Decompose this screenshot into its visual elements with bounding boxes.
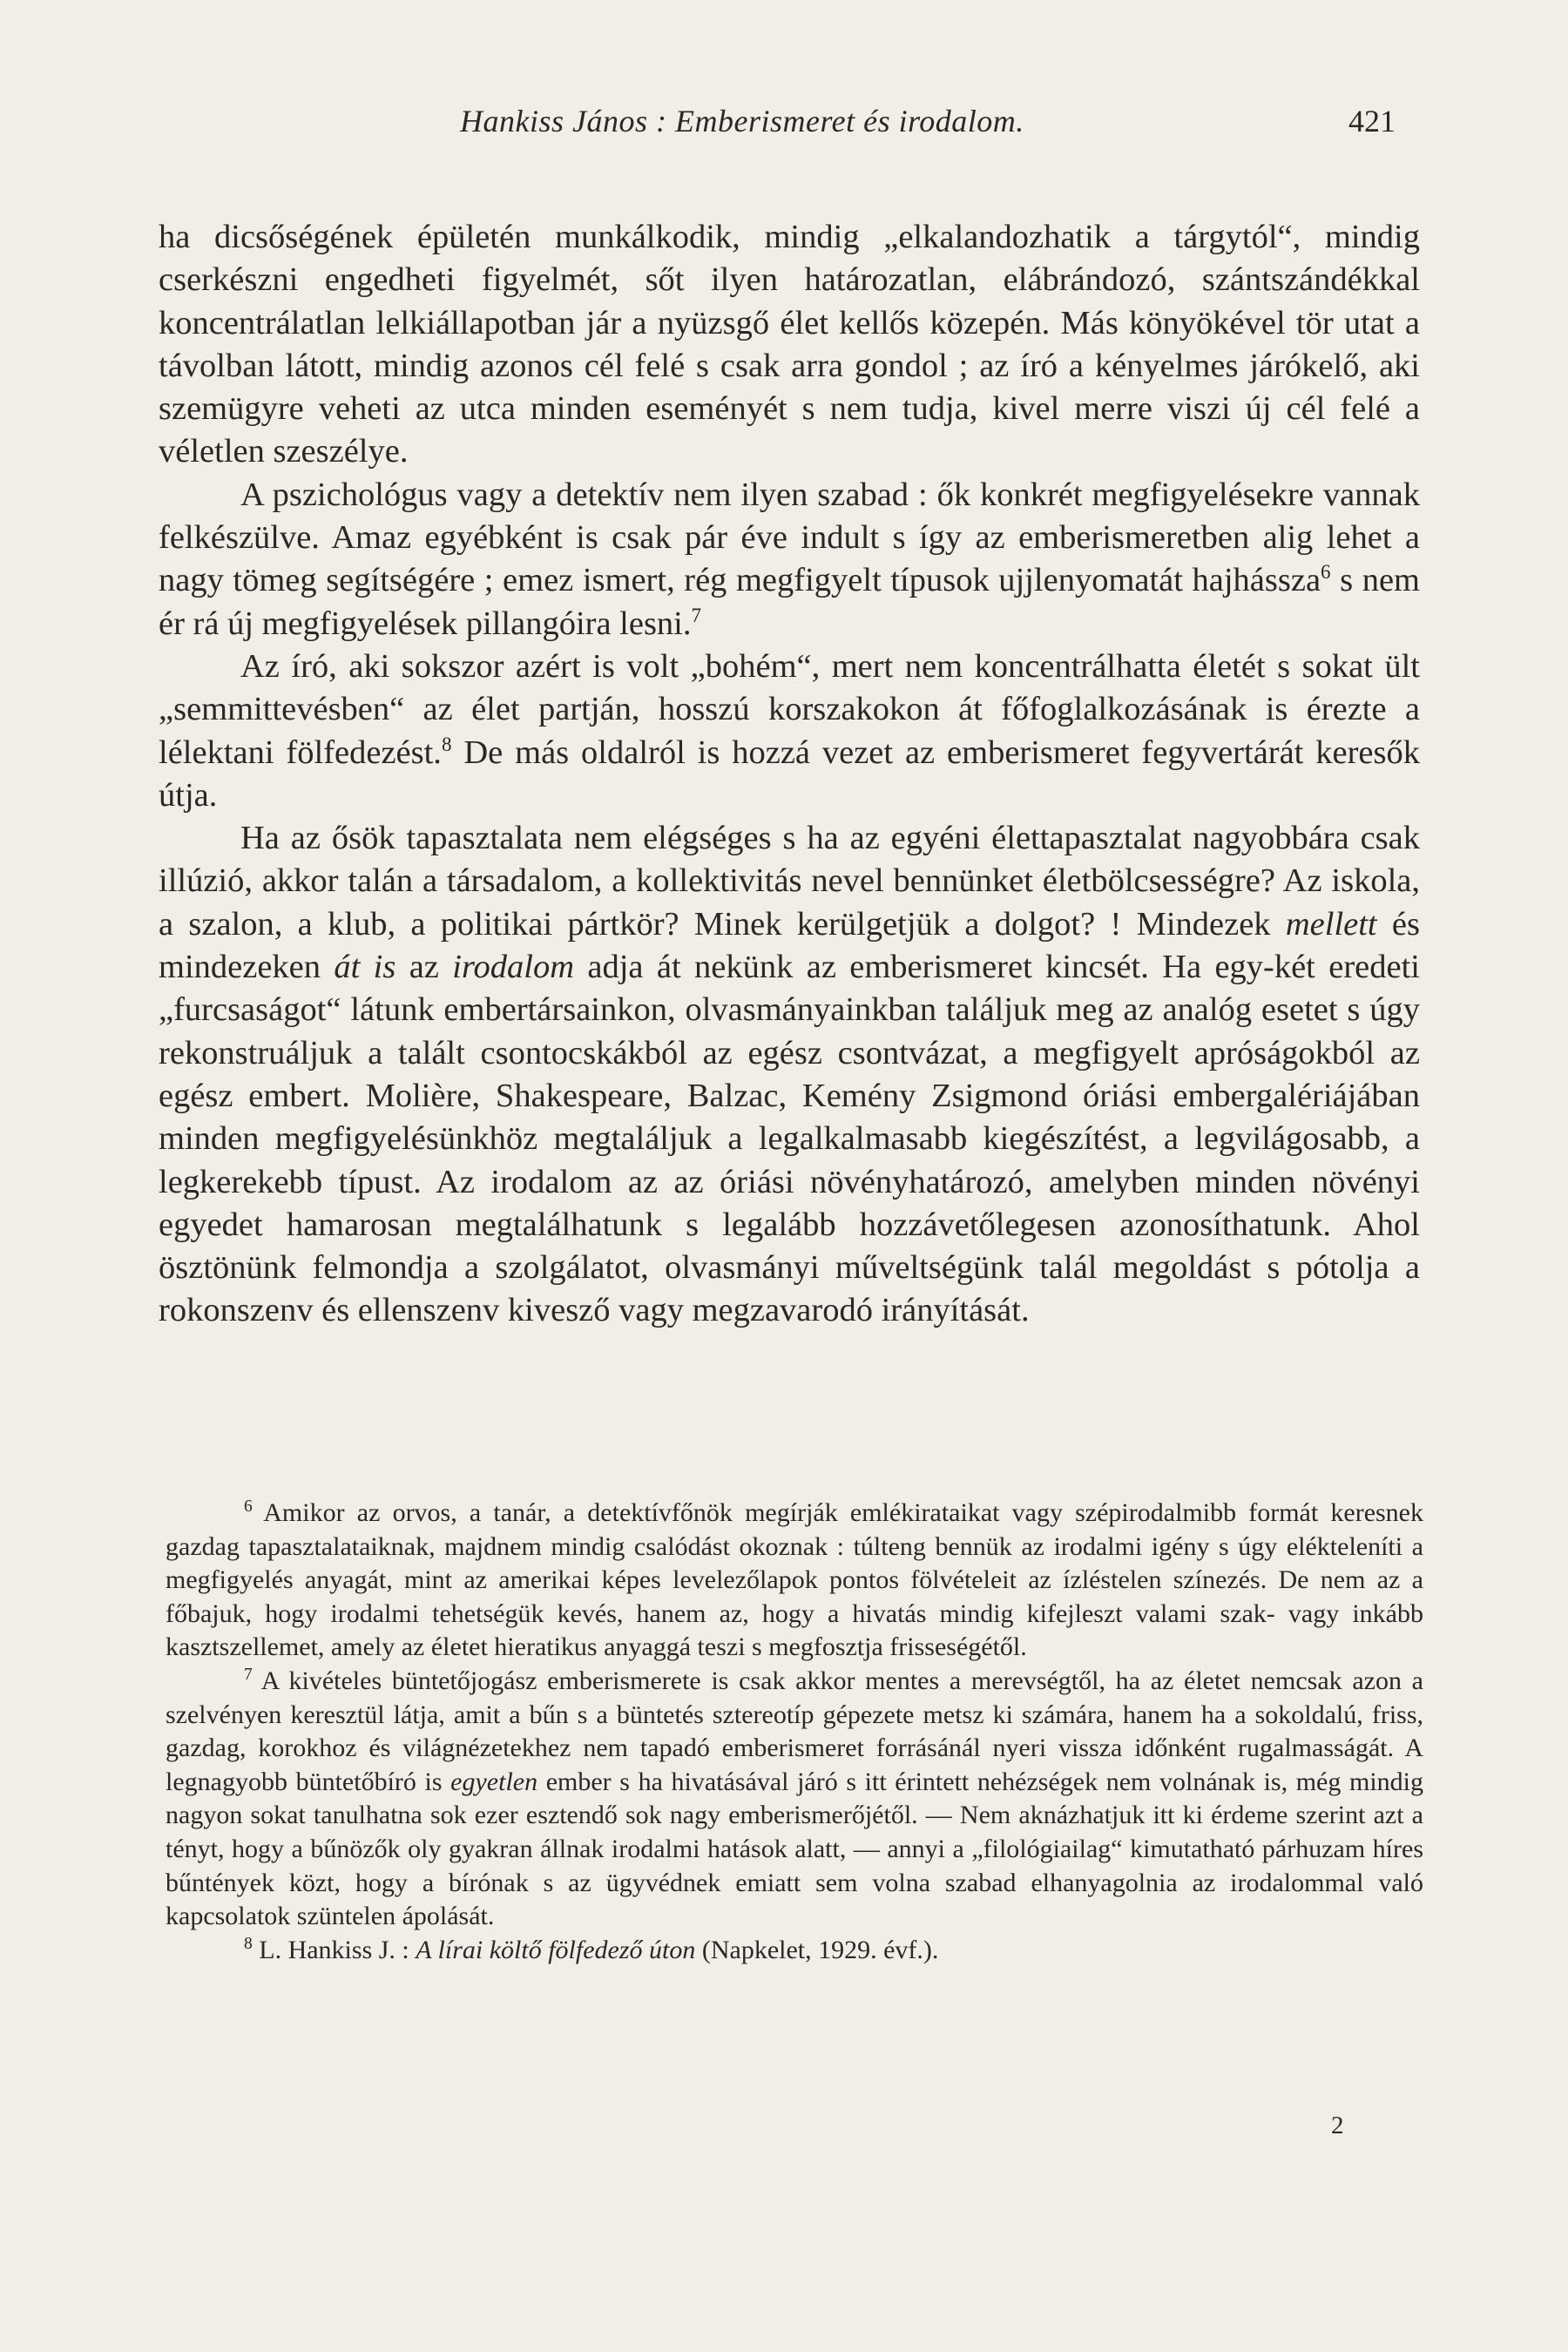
footnote-ref-7: 7: [691, 603, 702, 626]
paragraph-3-text-b: De más oldalról is hozzá vezet az emberismeret fegyvertárát keresők útja.: [159, 733, 1420, 814]
paragraph-4-text-b: és mindezeken: [159, 905, 1421, 986]
paragraph-4-emphasis-1: mellett: [1285, 905, 1377, 943]
paragraph-2-text-a: A pszichológus vagy a detektív nem ilyen szabad : ők konkrét megfigyelésekre vannak felkészülve. Amaz egyébként is csak pár éve indult s így az emberismeretben alig lehet a nagy tömeg segítségére ; emez ismert, rég megfigyelt típusok ujjlenyomatát hajhássza: [159, 476, 1420, 599]
paragraph-2-text-b: s nem ér rá új megfigyelések pillangóira lesni.: [159, 562, 1420, 642]
footnote-6: [166, 1497, 1423, 1665]
signature-mark: 2: [1331, 2112, 1344, 2139]
footnote-7-text-b: ember s ha hivatásával járó s itt érintett nehézségek nem volnának is, még mindig nagyon sokat tanulhatna sok ezer esztendő sok nagy emberismerőjétől. — Nem aknázhatjuk itt ki érdeme szerint azt a tényt, hogy a bűnözők oly gyakran állnak irodalmi hatások alatt, — annyi a „filológiailag“ kimutatható párhuzam híres bűntények közt, hogy a bírónak s az ügyvédnek emiatt sem volna szabad elhanyagolnia az irodalommal való kapcsolatok szüntelen ápolását.: [166, 1767, 1423, 1931]
paragraph-4-emphasis-3: irodalom: [452, 949, 575, 986]
paragraph-4-text-a: Ha az ősök tapasztalata nem elégséges s ha az egyéni élettapasztalat nagyobbára csak illúzió, akkor talán a társadalom, a kollektivitás nevel bennünket életbölcsességre? Az iskola, a szalon, a klub, a politikai pártkör? Minek kerülgetjük a dolgot? ! Mindezek: [159, 820, 1420, 943]
footnote-6-text: Amikor az orvos, a tanár, a detektívfőnök megírják emlékirataikat vagy szépirodalmibb formát keresnek gazdag tapasztalataiknak, majdnem mindig csalódást okoznak : túlteng bennük az irodalmi igény s úgy elékteleníti a megfigyelés anyagát, mint az amerikai képes levelezőlapok pontos fölvételeit az ízléstelen színezés. De nem az a főbajuk, hogy irodalmi tehetségük kevés, hanem az, hogy a hivatás mindig kifejleszt valami szak- vagy inkább kasztszellemet, amely az életet hieratikus anyaggá teszi s megfosztja frisseségétől.: [166, 1498, 1423, 1662]
footnote-7: [166, 1665, 1423, 1934]
paragraph-4-text-c: az: [395, 949, 453, 986]
footnote-ref-8: 8: [441, 732, 452, 755]
paragraph-3: [159, 645, 1420, 817]
footnote-8-text-b: (Napkelet, 1929. évf.).: [695, 1935, 939, 1964]
main-text: [159, 216, 1420, 1333]
footnote-7-mark: 7: [244, 1665, 253, 1684]
footnote-6-mark: 6: [244, 1497, 253, 1516]
paragraph-3-text-a: Az író, aki sokszor azért is volt „bohém“, mert nem koncentrálhatta életét s sokat ült „semmittevésben“ az élet partján, hosszú korszakokon át főfoglalkozásának is érezte a lélektani fölfedezést.: [159, 647, 1420, 771]
footnote-8-title: A lírai költő fölfedező úton: [416, 1935, 696, 1964]
paragraph-4-text-d: adja át nekünk az emberismeret kincsét. Ha egy-két eredeti „furcsaságot“ látunk embertársainkon, olvasmányainkban találjuk meg az analóg esetet s úgy rekonstruáljuk a talált csontocskákból az egész csontvázat, a megfigyelt apróságokból az egész embert. Molière, Shakespeare, Balzac, Kemény Zsigmond óriási embergalériájában minden megfigyelésünkhöz megtaláljuk a legalkalmasabb kiegészítést, a legvilágosabb, a legkerekebb típust. Az irodalom az az óriási növényhatározó, amelyben minden növényi egyedet hamarosan megtalálhatunk s legalább hozzávetőlegesen azonosíthatunk. Ahol ösztönünk felmondja a szolgálatot, olvasmányi műveltségünk talál megoldást s pótolja a rokonszenv és ellenszenv kivesző vagy megzavarodó irányítását.: [159, 949, 1420, 1329]
running-head: Hankiss János : Emberismeret és irodalom.: [460, 104, 1024, 139]
footnote-8: [166, 1934, 1423, 1968]
page-number: 421: [1348, 104, 1396, 139]
footnote-8-text-a: L. Hankiss J. :: [252, 1935, 416, 1964]
page-header: [0, 103, 1568, 155]
footnote-ref-6: 6: [1321, 560, 1331, 584]
footnotes: [166, 1497, 1423, 1967]
paragraph-4: [159, 817, 1420, 1333]
footnote-8-mark: 8: [244, 1934, 253, 1953]
footnote-7-emphasis: egyetlen: [450, 1767, 538, 1796]
footnote-7-text-a: A kivételes büntetőjogász emberismerete is csak akkor mentes a merevségtől, ha az életet nemcsak azon a szelvényen keresztül látja, amit a bűn s a büntetés sztereotíp gépezete metsz ki számára, hanem ha a sokoldalú, friss, gazdag, korokhoz és világnézetekhez nem tapadó emberismeret forrásánál nyeri vissza időnként rugalmasságát. A legnagyobb büntetőbíró is: [166, 1666, 1423, 1796]
paragraph-2: [159, 474, 1420, 645]
paragraph-4-emphasis-2: át is: [334, 949, 396, 986]
paragraph-1: ha dicsőségének épületén munkálkodik, mindig „elkalandozhatik a tárgytól“, mindig cserkészni engedheti figyelmét, sőt ilyen határozatlan, elábrándozó, szántszándékkal koncentrálatlan lelkiállapotban jár a nyüzsgő élet kellős közepén. Más könyökével tör utat a távolban látott, mindig azonos cél felé s csak arra gondol ; az író a kényelmes járókelő, aki szemügyre veheti az utca minden eseményét s nem tudja, kivel merre viszi új cél felé a véletlen szeszélye.: [159, 219, 1420, 470]
